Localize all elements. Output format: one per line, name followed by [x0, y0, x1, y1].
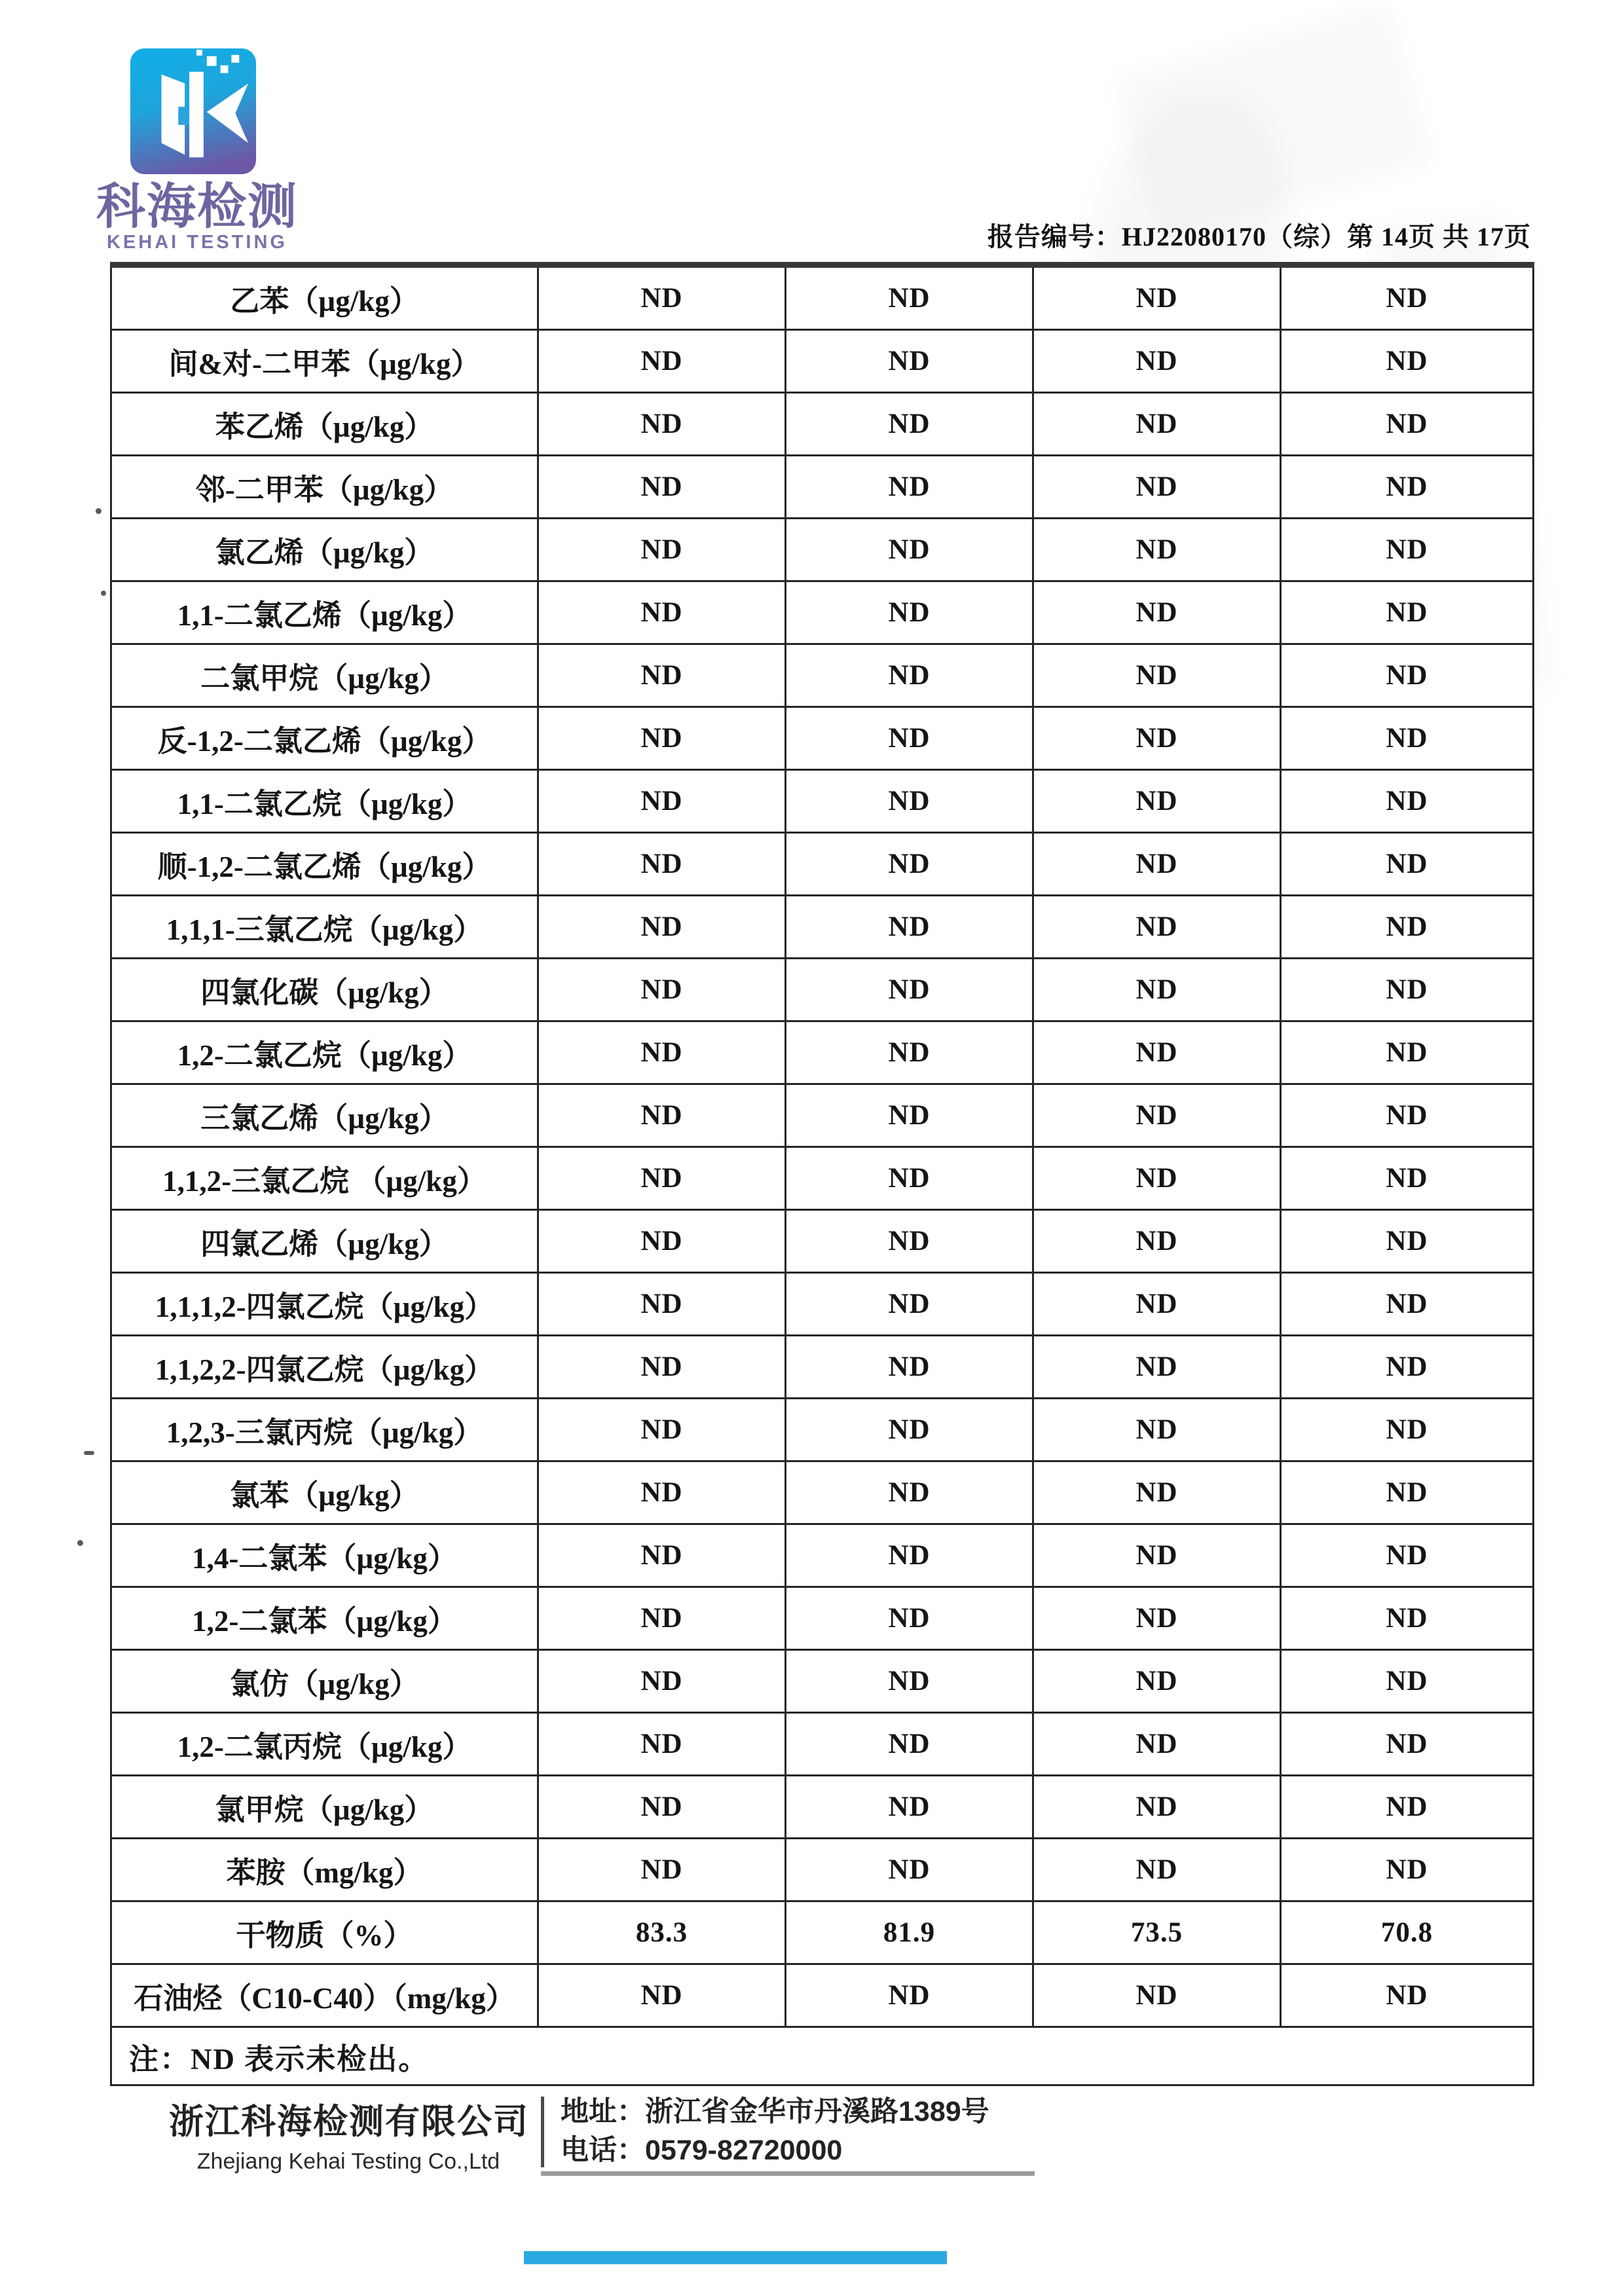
value-cell: ND — [786, 1461, 1033, 1524]
value-cell: ND — [786, 581, 1033, 644]
value-cell: 81.9 — [786, 1901, 1033, 1964]
parameter-cell: 1,1,1,2-四氯乙烷（µg/kg） — [111, 1273, 538, 1336]
value-cell: ND — [1033, 1461, 1281, 1524]
value-cell: ND — [786, 330, 1033, 393]
parameter-cell: 氯苯（µg/kg） — [111, 1461, 538, 1524]
value-cell: ND — [786, 707, 1033, 770]
parameter-cell: 1,2-二氯丙烷（µg/kg） — [111, 1713, 538, 1776]
value-cell: ND — [1281, 1964, 1534, 2027]
value-cell: ND — [1033, 330, 1281, 393]
table-row — [111, 1336, 1534, 1399]
parameter-cell: 苯胺（mg/kg） — [111, 1839, 538, 1901]
value-cell: ND — [538, 1587, 786, 1650]
parameter-cell: 四氯化碳（µg/kg） — [111, 959, 538, 1021]
value-cell: ND — [1033, 1587, 1281, 1650]
table-row — [111, 1273, 1534, 1336]
parameter-cell: 1,2-二氯乙烷（µg/kg） — [111, 1021, 538, 1084]
value-cell: ND — [1033, 1399, 1281, 1461]
value-cell: ND — [538, 1021, 786, 1084]
value-cell: ND — [1281, 1273, 1534, 1336]
brand-name-cn: 科海检测 — [96, 179, 298, 234]
value-cell: ND — [1033, 1210, 1281, 1273]
table-note: 注：ND 表示未检出。 — [111, 2027, 1534, 2085]
value-cell: ND — [786, 1839, 1033, 1901]
parameter-cell: 四氯乙烯（µg/kg） — [111, 1210, 538, 1273]
value-cell: ND — [786, 644, 1033, 707]
value-cell: ND — [786, 519, 1033, 581]
value-cell: ND — [1033, 393, 1281, 456]
brand-name-en: KEHAI TESTING — [107, 232, 287, 253]
table-row — [111, 1084, 1534, 1147]
value-cell: ND — [1281, 1713, 1534, 1776]
table-row — [111, 1964, 1534, 2027]
table-row — [111, 1524, 1534, 1587]
table-row — [111, 1021, 1534, 1084]
parameter-cell: 氯仿（µg/kg） — [111, 1650, 538, 1713]
value-cell: ND — [1281, 1650, 1534, 1713]
value-cell: ND — [1281, 1210, 1534, 1273]
table-row — [111, 581, 1534, 644]
table-row — [111, 456, 1534, 519]
value-cell: ND — [1033, 707, 1281, 770]
value-cell: ND — [1033, 1524, 1281, 1587]
scan-speck — [77, 1540, 83, 1546]
value-cell: ND — [786, 1210, 1033, 1273]
value-cell: ND — [538, 1713, 786, 1776]
value-cell: ND — [538, 959, 786, 1021]
value-cell: ND — [1033, 959, 1281, 1021]
footer-phone: 电话：0579-82720000 — [561, 2135, 843, 2167]
value-cell: ND — [1281, 1399, 1534, 1461]
parameter-cell: 1,1-二氯乙烷（µg/kg） — [111, 770, 538, 833]
value-cell: ND — [786, 1776, 1033, 1839]
value-cell: ND — [786, 1650, 1033, 1713]
parameter-cell: 石油烃（C10-C40）（mg/kg） — [111, 1964, 538, 2027]
value-cell: ND — [1281, 959, 1534, 1021]
value-cell: ND — [1281, 1776, 1534, 1839]
table-row — [111, 1210, 1534, 1273]
value-cell: ND — [538, 1210, 786, 1273]
parameter-cell: 1,2,3-三氯丙烷（µg/kg） — [111, 1399, 538, 1461]
value-cell: ND — [1033, 1839, 1281, 1901]
value-cell: ND — [1033, 1650, 1281, 1713]
value-cell: ND — [786, 896, 1033, 959]
parameter-cell: 1,1,2-三氯乙烷 （µg/kg） — [111, 1147, 538, 1210]
footer-company-name-en: Zhejiang Kehai Testing Co.,Ltd — [196, 2149, 500, 2174]
table-row — [111, 1650, 1534, 1713]
value-cell: ND — [538, 1084, 786, 1147]
value-cell: ND — [1033, 1713, 1281, 1776]
value-cell: ND — [786, 1713, 1033, 1776]
value-cell: ND — [1281, 1021, 1534, 1084]
value-cell: ND — [1033, 833, 1281, 896]
value-cell: ND — [1281, 519, 1534, 581]
table-row — [111, 896, 1534, 959]
footer-accent-bar — [524, 2251, 947, 2264]
value-cell: 73.5 — [1033, 1901, 1281, 1964]
value-cell: ND — [1033, 770, 1281, 833]
value-cell: ND — [538, 393, 786, 456]
value-cell: ND — [1281, 707, 1534, 770]
value-cell: ND — [538, 1650, 786, 1713]
value-cell: ND — [538, 1776, 786, 1839]
value-cell: ND — [1281, 1587, 1534, 1650]
footer-contact-block — [561, 2093, 989, 2171]
value-cell: ND — [786, 1399, 1033, 1461]
value-cell: ND — [786, 1273, 1033, 1336]
parameter-cell: 反-1,2-二氯乙烯（µg/kg） — [111, 707, 538, 770]
value-cell: ND — [1281, 1336, 1534, 1399]
scan-speck — [84, 1451, 94, 1455]
value-cell: ND — [1281, 330, 1534, 393]
value-cell: ND — [538, 1336, 786, 1399]
value-cell: ND — [538, 1964, 786, 2027]
footer-company-block — [169, 2094, 528, 2175]
table-row — [111, 1461, 1534, 1524]
value-cell: 83.3 — [538, 1901, 786, 1964]
scan-watermark — [1116, 4, 1431, 239]
results-table — [110, 262, 1534, 2086]
value-cell: ND — [786, 1524, 1033, 1587]
footer-company-name-cn: 浙江科海检测有限公司 — [169, 2102, 529, 2141]
value-cell: ND — [1281, 265, 1534, 330]
value-cell: ND — [1281, 896, 1534, 959]
value-cell: ND — [538, 581, 786, 644]
parameter-cell: 二氯甲烷（µg/kg） — [111, 644, 538, 707]
value-cell: ND — [1281, 1524, 1534, 1587]
value-cell: ND — [786, 770, 1033, 833]
table-row — [111, 833, 1534, 896]
results-table-body — [111, 265, 1534, 2027]
value-cell: ND — [538, 707, 786, 770]
value-cell: ND — [1033, 896, 1281, 959]
value-cell: ND — [538, 833, 786, 896]
value-cell: ND — [1281, 456, 1534, 519]
table-row — [111, 1901, 1534, 1964]
value-cell: ND — [1033, 1021, 1281, 1084]
value-cell: ND — [1281, 1147, 1534, 1210]
value-cell: ND — [538, 519, 786, 581]
value-cell: ND — [786, 1021, 1033, 1084]
footer-divider — [541, 2097, 544, 2167]
value-cell: ND — [1033, 519, 1281, 581]
value-cell: ND — [538, 265, 786, 330]
scan-speck — [96, 508, 101, 514]
value-cell: ND — [538, 1399, 786, 1461]
value-cell: ND — [786, 1336, 1033, 1399]
parameter-cell: 苯乙烯（µg/kg） — [111, 393, 538, 456]
table-row — [111, 519, 1534, 581]
table-row — [111, 330, 1534, 393]
value-cell: ND — [1033, 456, 1281, 519]
report-number: 报告编号：HJ22080170（综）第 14页 共 17页 — [987, 222, 1531, 251]
value-cell: ND — [786, 1147, 1033, 1210]
value-cell: ND — [786, 393, 1033, 456]
value-cell: ND — [538, 1461, 786, 1524]
parameter-cell: 1,2-二氯苯（µg/kg） — [111, 1587, 538, 1650]
value-cell: ND — [1281, 1839, 1534, 1901]
table-row — [111, 1713, 1534, 1776]
value-cell: ND — [1033, 1084, 1281, 1147]
value-cell: ND — [1033, 1964, 1281, 2027]
value-cell: ND — [1281, 581, 1534, 644]
value-cell: ND — [538, 1839, 786, 1901]
parameter-cell: 乙苯（µg/kg） — [111, 265, 538, 330]
table-row — [111, 265, 1534, 330]
table-row — [111, 770, 1534, 833]
value-cell: ND — [786, 959, 1033, 1021]
table-row — [111, 707, 1534, 770]
value-cell: ND — [1033, 1336, 1281, 1399]
value-cell: ND — [538, 1524, 786, 1587]
note-row — [111, 2027, 1534, 2085]
table-row — [111, 1587, 1534, 1650]
value-cell: ND — [538, 896, 786, 959]
parameter-cell: 氯甲烷（µg/kg） — [111, 1776, 538, 1839]
parameter-cell: 1,4-二氯苯（µg/kg） — [111, 1524, 538, 1587]
parameter-cell: 邻-二甲苯（µg/kg） — [111, 456, 538, 519]
parameter-cell: 1,1,1-三氯乙烷（µg/kg） — [111, 896, 538, 959]
value-cell: 70.8 — [1281, 1901, 1534, 1964]
value-cell: ND — [538, 330, 786, 393]
value-cell: ND — [538, 456, 786, 519]
footer-rule — [541, 2171, 1035, 2176]
value-cell: ND — [1281, 393, 1534, 456]
value-cell: ND — [786, 456, 1033, 519]
value-cell: ND — [786, 265, 1033, 330]
value-cell: ND — [786, 1587, 1033, 1650]
parameter-cell: 顺-1,2-二氯乙烯（µg/kg） — [111, 833, 538, 896]
parameter-cell: 氯乙烯（µg/kg） — [111, 519, 538, 581]
parameter-cell: 1,1,2,2-四氯乙烷（µg/kg） — [111, 1336, 538, 1399]
value-cell: ND — [1281, 770, 1534, 833]
parameter-cell: 干物质（%） — [111, 1901, 538, 1964]
value-cell: ND — [1281, 644, 1534, 707]
value-cell: ND — [786, 1964, 1033, 2027]
table-row — [111, 1776, 1534, 1839]
value-cell: ND — [1281, 1084, 1534, 1147]
value-cell: ND — [1033, 265, 1281, 330]
value-cell: ND — [1033, 581, 1281, 644]
parameter-cell: 1,1-二氯乙烯（µg/kg） — [111, 581, 538, 644]
value-cell: ND — [538, 644, 786, 707]
footer-address: 地址：浙江省金华市丹溪路1389号 — [561, 2096, 989, 2127]
value-cell: ND — [538, 1147, 786, 1210]
value-cell: ND — [1033, 1776, 1281, 1839]
value-cell: ND — [1281, 1461, 1534, 1524]
scan-speck — [101, 591, 106, 596]
value-cell: ND — [538, 1273, 786, 1336]
table-row — [111, 393, 1534, 456]
parameter-cell: 间&对-二甲苯（µg/kg） — [111, 330, 538, 393]
value-cell: ND — [1033, 1147, 1281, 1210]
table-row — [111, 1399, 1534, 1461]
parameter-cell: 三氯乙烯（µg/kg） — [111, 1084, 538, 1147]
value-cell: ND — [538, 770, 786, 833]
table-row — [111, 1147, 1534, 1210]
value-cell: ND — [786, 1084, 1033, 1147]
table-row — [111, 959, 1534, 1021]
table-row — [111, 1839, 1534, 1901]
value-cell: ND — [1033, 644, 1281, 707]
kehai-logo-icon — [129, 46, 259, 177]
value-cell: ND — [1033, 1273, 1281, 1336]
value-cell: ND — [1281, 833, 1534, 896]
table-row — [111, 644, 1534, 707]
value-cell: ND — [786, 833, 1033, 896]
